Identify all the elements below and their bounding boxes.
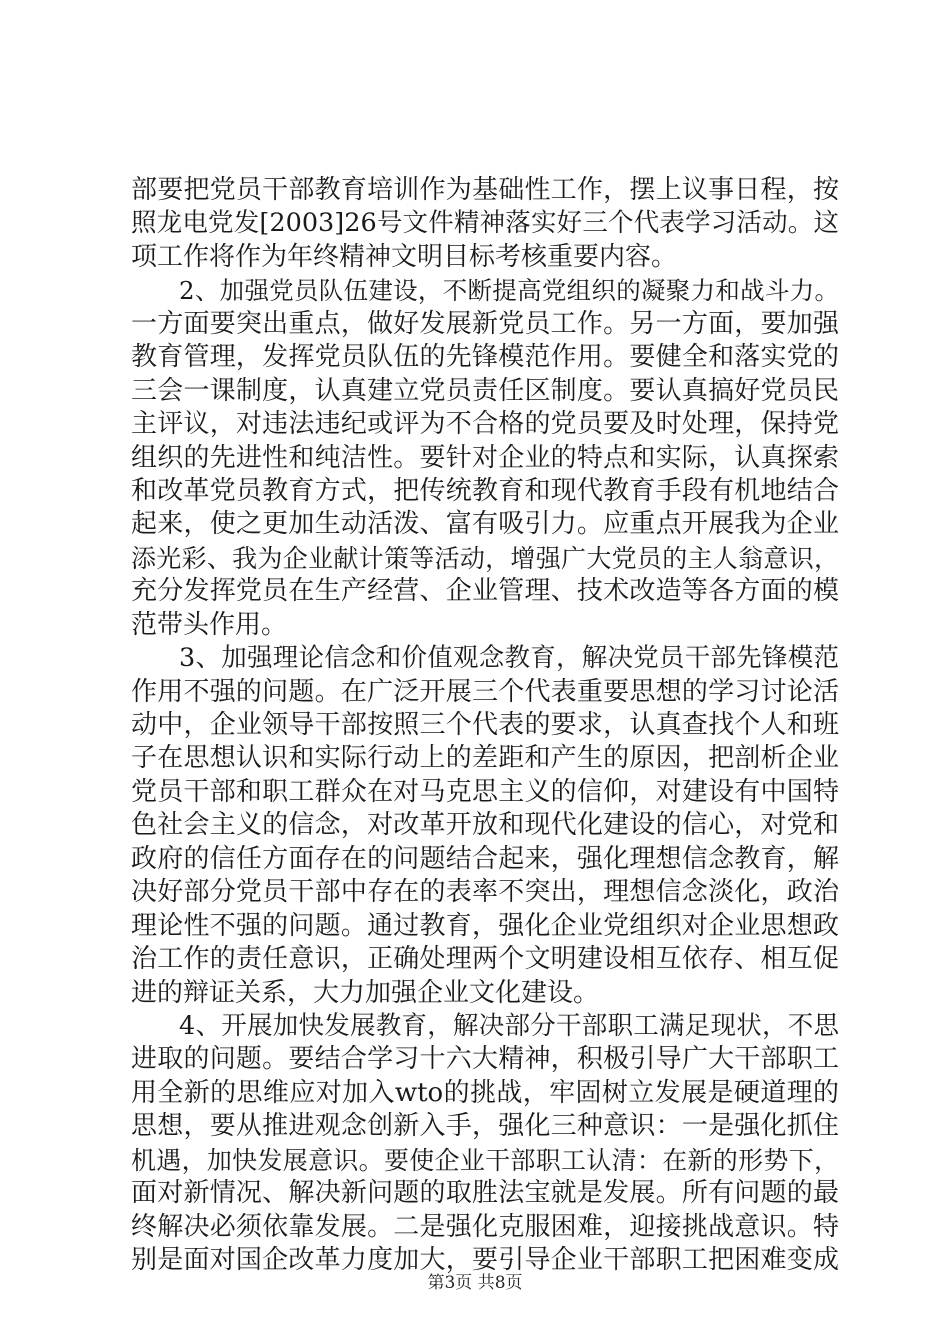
text-line: 别是面对国企改革力度加大，要引导企业干部职工把困难变成	[131, 1245, 839, 1275]
paragraph	[131, 274, 839, 642]
text-line: 思想，要从推进观念创新入手，强化三种意识：一是强化抓住	[131, 1111, 839, 1142]
paragraph	[131, 174, 839, 274]
text-line: 3、加强理论信念和价值观念教育，解决党员干部先锋模范	[179, 643, 839, 674]
text-line: 色社会主义的信念，对改革开放和现代化建设的信心，对党和	[131, 810, 839, 841]
text-line: 2、加强党员队伍建设，不断提高党组织的凝聚力和战斗力。	[179, 276, 839, 306]
paragraph	[131, 642, 839, 1010]
text-line: 动中，企业领导干部按照三个代表的要求，认真查找个人和班	[131, 710, 839, 740]
text-line: 组织的先进性和纯洁性。要针对企业的特点和实际，认真探索	[131, 442, 839, 473]
text-line: 起来，使之更加生动活泼、富有吸引力。应重点开展我为企业	[131, 509, 839, 540]
text-line: 范带头作用。	[131, 609, 288, 640]
text-line: 子在思想认识和实际行动上的差距和产生的原因，把剖析企业	[131, 743, 839, 774]
text-line: 作用不强的问题。在广泛开展三个代表重要思想的学习讨论活	[131, 676, 839, 707]
text-line: 用全新的思维应对加入wto的挑战，牢固树立发展是硬道理的	[131, 1077, 839, 1108]
paragraph	[131, 1010, 839, 1278]
text-line: 终解决必须依靠发展。二是强化克服困难，迎接挑战意识。特	[131, 1211, 839, 1242]
text-line: 一方面要突出重点，做好发展新党员工作。另一方面，要加强	[131, 308, 839, 339]
text-line: 部要把党员干部教育培训作为基础性工作，摆上议事日程，按	[131, 175, 839, 205]
text-line: 进的辩证关系，大力加强企业文化建设。	[131, 977, 600, 1008]
text-line: 项工作将作为年终精神文明目标考核重要内容。	[131, 241, 678, 272]
text-line: 三会一课制度，认真建立党员责任区制度。要认真搞好党员民	[131, 375, 839, 406]
text-line: 主评议，对违法违纪或评为不合格的党员要及时处理，保持党	[131, 409, 839, 440]
text-line: 机遇，加快发展意识。要使企业干部职工认清：在新的形势下，	[131, 1145, 839, 1175]
document-body	[131, 174, 839, 1277]
text-line: 添光彩、我为企业献计策等活动，增强广大党员的主人翁意识，	[131, 543, 839, 573]
text-line: 照龙电党发[2003]26号文件精神落实好三个代表学习活动。这	[131, 208, 839, 239]
text-line: 党员干部和职工群众在对马克思主义的信仰，对建设有中国特	[131, 776, 839, 807]
text-line: 面对新情况、解决新问题的取胜法宝就是发展。所有问题的最	[131, 1178, 839, 1209]
text-line: 4、开展加快发展教育，解决部分干部职工满足现状，不思	[179, 1010, 839, 1041]
text-line: 和改革党员教育方式，把传统教育和现代教育手段有机地结合	[131, 475, 839, 506]
text-line: 理论性不强的问题。通过教育，强化企业党组织对企业思想政	[131, 910, 839, 941]
text-line: 治工作的责任意识，正确处理两个文明建设相互依存、相互促	[131, 944, 839, 975]
text-line: 充分发挥党员在生产经营、企业管理、技术改造等各方面的模	[131, 576, 839, 607]
page-number-footer: 第3页 共8页	[427, 1273, 523, 1293]
text-line: 政府的信任方面存在的问题结合起来，强化理想信念教育，解	[131, 843, 839, 874]
text-line: 决好部分党员干部中存在的表率不突出，理想信念淡化，政治	[131, 877, 839, 908]
text-line: 教育管理，发挥党员队伍的先锋模范作用。要健全和落实党的	[131, 342, 839, 373]
text-line: 进取的问题。要结合学习十六大精神，积极引导广大干部职工	[131, 1044, 839, 1075]
